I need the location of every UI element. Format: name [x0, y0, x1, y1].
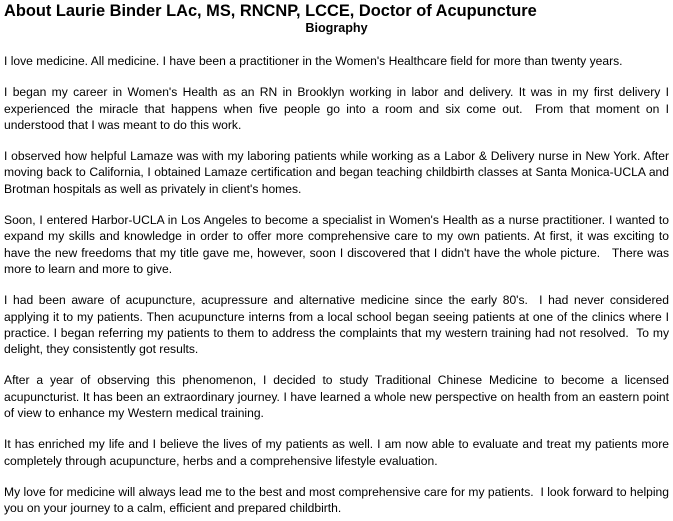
biography-paragraph: I love medicine. All medicine. I have been a practitioner in the Women's Healthcare field for more than twenty years.	[4, 54, 623, 68]
biography-paragraph: Soon, I entered Harbor-UCLA in Los Angeles to become a specialist in Women's Health as a nurse practitioner. I wanted to expand my skills and knowledge in order to offer more comprehensive care to my own patients. At first, it was exciting to have the new freedoms that my title gave me, however, soon I discovered that I didn't have the whole picture. There was more to learn and more to give.	[4, 213, 673, 276]
biography-paragraph: I observed how helpful Lamaze was with my laboring patients while working as a Labor & Delivery nurse in New York. After moving back to California, I obtained Lamaze certification and began teaching childbirth classes at Santa Monica-UCLA and Brotman hospitals as well as privately in client's homes.	[4, 149, 673, 196]
biography-paragraph: I began my career in Women's Health as an RN in Brooklyn working in labor and delivery. It was in my first delivery I experienced the miracle that happens when five people go into a room and six come out. From that moment on I understood that I was meant to do this work.	[4, 85, 673, 132]
biography-paragraph: My love for medicine will always lead me to the best and most comprehensive care for my patients. I look forward to helping you on your journey to a calm, efficient and prepared childbirth.	[4, 484, 673, 516]
page-subtitle: Biography	[305, 21, 368, 35]
biography-paragraph: I had been aware of acupuncture, acupressure and alternative medicine since the early 80's. I had never considered applying it to my patients. Then acupuncture interns from a local school began seeing patients at one of the clinics where I practice. I began referring my patients to them to address the complaints that my western training had not resolved. To my delight, they consistently got results.	[4, 293, 673, 357]
biography-paragraph: After a year of observing this phenomenon, I decided to study Traditional Chinese Medicine to become a licensed acupuncturist. It has been an extraordinary journey. I have learned a whole new perspective on health from an eastern point of view to enhance my Western medical training.	[4, 373, 673, 421]
page-title: About Laurie Binder LAc, MS, RNCNP, LCCE, Doctor of Acupuncture	[4, 2, 537, 20]
biography-paragraph: It has enriched my life and I believe the lives of my patients as well. I am now able to evaluate and treat my patients more completely through acupuncture, herbs and a comprehensive lifestyle evaluation.	[4, 437, 673, 468]
